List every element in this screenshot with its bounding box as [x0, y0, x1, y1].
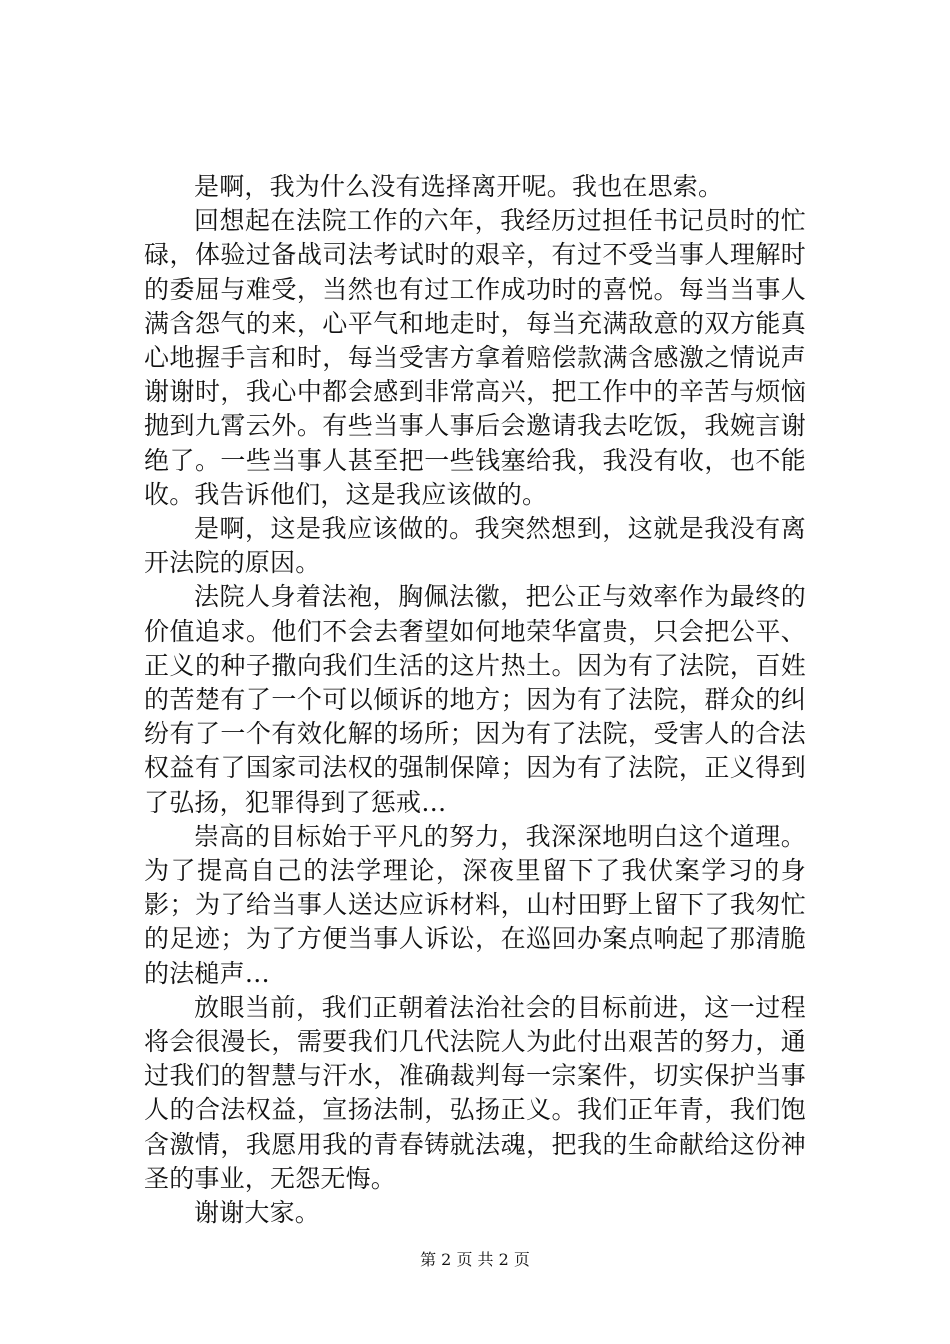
paragraph-5: 崇高的目标始于平凡的努力，我深深地明白这个道理。为了提高自己的法学理论，深夜里留下了我伏案学习的身影；为了给当事人送达应诉材料，山村田野上留下了我匆忙的足迹；为了方便当事人诉讼，在巡回办案点响起了那清脆的法槌声… — [144, 821, 806, 988]
paragraph-2: 回想起在法院工作的六年，我经历过担任书记员时的忙碌，体验过备战司法考试时的艰辛，有过不受当事人理解时的委屈与难受，当然也有过工作成功时的喜悦。每当当事人满含怨气的来，心平气和地走时，每当充满敌意的双方能真心地握手言和时，每当受害方拿着赔偿款满含感激之情说声谢谢时，我心中都会感到非常高兴，把工作中的辛苦与烦恼抛到九霄云外。有些当事人事后会邀请我去吃饭，我婉言谢绝了。一些当事人甚至把一些钱塞给我，我没有收，也不能收。我告诉他们，这是我应该做的。 — [144, 206, 806, 509]
paragraph-7: 谢谢大家。 — [194, 1198, 321, 1228]
paragraph-3: 是啊，这是我应该做的。我突然想到，这就是我没有离开法院的原因。 — [144, 514, 806, 578]
paragraph-4: 法院人身着法袍，胸佩法徽，把公正与效率作为最终的价值追求。他们不会去奢望如何地荣华富贵，只会把公平、正义的种子撒向我们生活的这片热土。因为有了法院，百姓的苦楚有了一个可以倾诉的地方；因为有了法院，群众的纠纷有了一个有效化解的场所；因为有了法院，受害人的合法权益有了国家司法权的强制保障；因为有了法院，正义得到了弘扬，犯罪得到了惩戒… — [144, 582, 806, 817]
document-body — [144, 170, 806, 1230]
page-footer: 第 2 页 共 2 页 — [420, 1250, 530, 1269]
paragraph-1: 是啊，我为什么没有选择离开呢。我也在思索。 — [194, 172, 724, 201]
paragraph-6: 放眼当前，我们正朝着法治社会的目标前进，这一过程将会很漫长，需要我们几代法院人为此付出艰苦的努力，通过我们的智慧与汗水，准确裁判每一宗案件，切实保护当事人的合法权益，宣扬法制，弘扬正义。我们正年青，我们饱含激情，我愿用我的青春铸就法魂，把我的生命献给这份神圣的事业，无怨无悔。 — [144, 992, 806, 1193]
